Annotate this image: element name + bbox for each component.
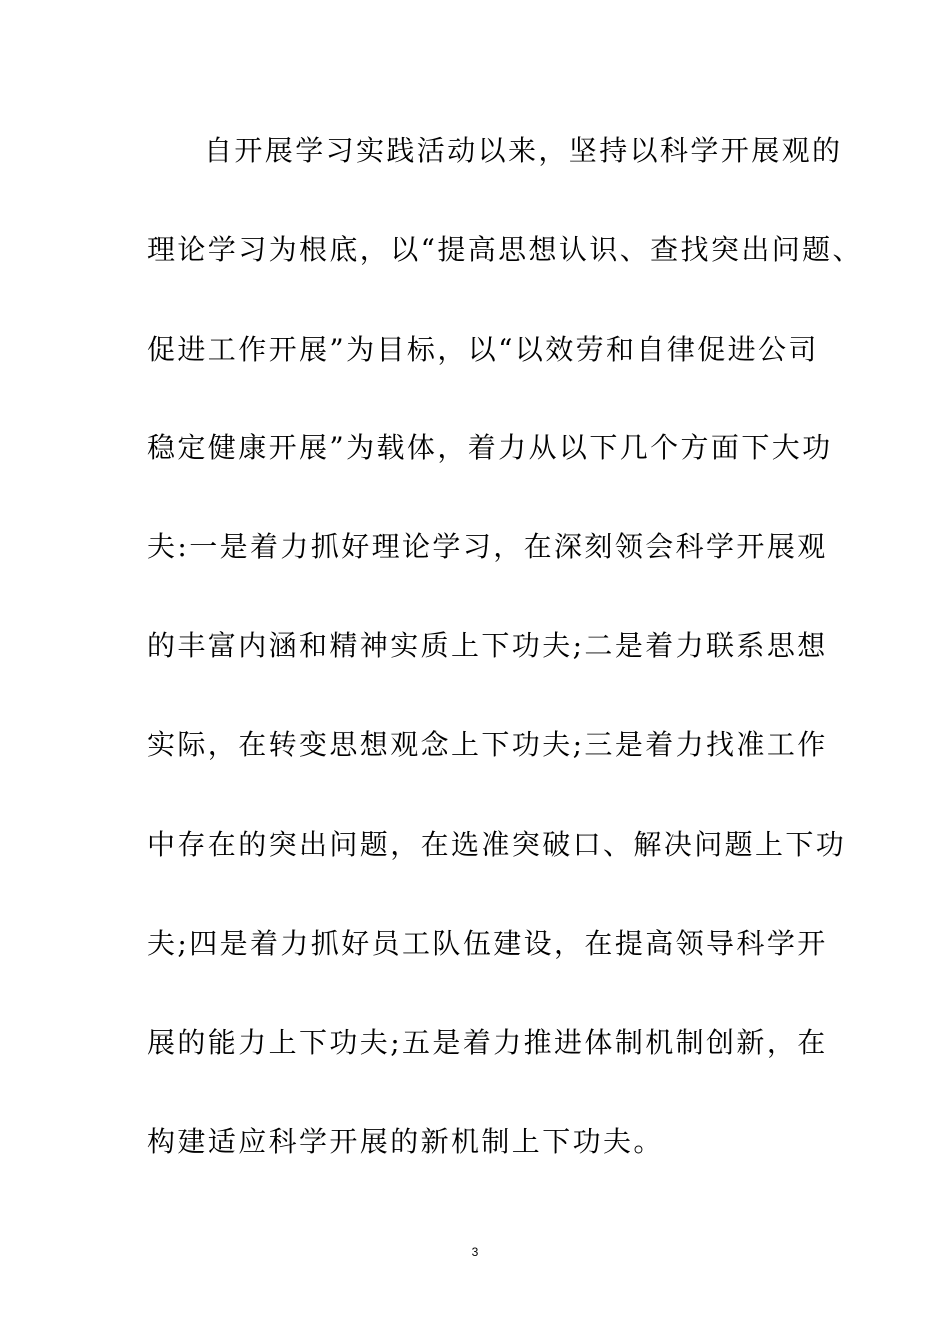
page-number: 3 [471,1245,479,1259]
paragraph-line: 构建适应科学开展的新机制上下功夫。 [147,1125,664,1158]
paragraph-line: 实际，在转变思想观念上下功夫;三是着力找准工作 [147,728,828,761]
paragraph-line: 的丰富内涵和精神实质上下功夫;二是着力联系思想 [147,629,828,662]
paragraph-line: 自开展学习实践活动以来，坚持以科学开展观的 [204,134,843,167]
paragraph-line: 夫:一是着力抓好理论学习，在深刻领会科学开展观 [147,530,828,563]
paragraph-line: 夫;四是着力抓好员工队伍建设，在提高领导科学开 [147,927,828,960]
paragraph-line: 展的能力上下功夫;五是着力推进体制机制创新，在 [147,1026,828,1059]
paragraph-line: 促进工作开展”为目标，以“以效劳和自律促进公司 [147,333,819,366]
paragraph-line: 中存在的突出问题，在选准突破口、解决问题上下功 [147,828,847,861]
paragraph-line: 理论学习为根底，以“提高思想认识、查找突出问题、 [147,233,863,266]
paragraph-line: 稳定健康开展”为载体，着力从以下几个方面下大功 [147,431,833,464]
